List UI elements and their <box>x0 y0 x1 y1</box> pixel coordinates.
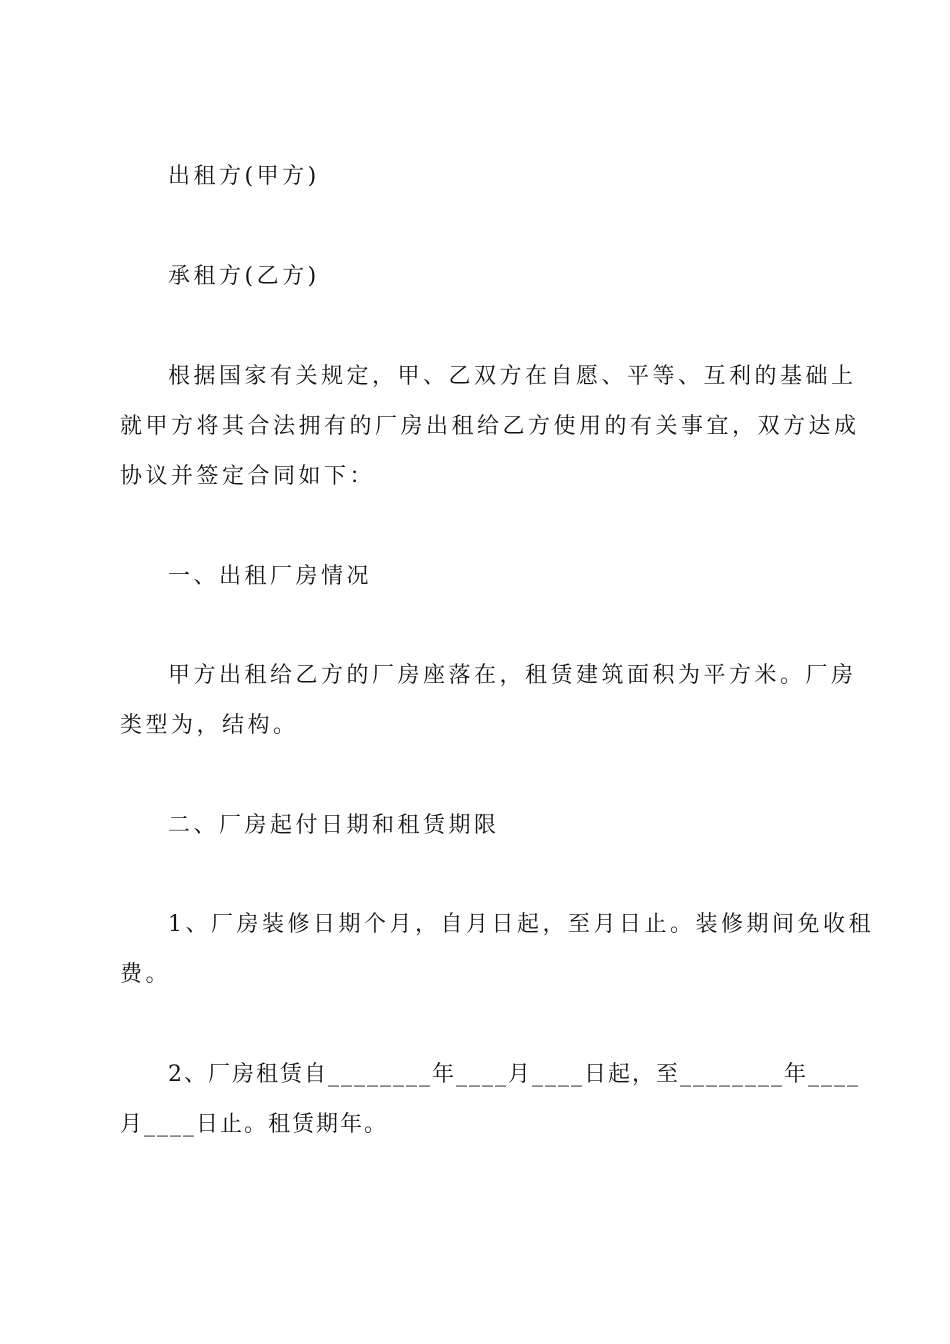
preamble-line-1: 根据国家有关规定，甲、乙双方在自愿、平等、互利的基础上 <box>168 364 857 389</box>
section1-body-line-2: 类型为，结构。 <box>120 713 299 738</box>
section1-heading: 一、出租厂房情况 <box>168 564 373 589</box>
section1-body-line-1: 甲方出租给乙方的厂房座落在，租赁建筑面积为平方米。厂房 <box>168 663 857 688</box>
section2-item1-line-1: 1、厂房装修日期个月，自月日起，至月日止。装修期间免收租 <box>168 912 874 937</box>
preamble-line-2: 就甲方将其合法拥有的厂房出租给乙方使用的有关事宜，双方达成 <box>120 414 860 439</box>
section2-heading: 二、厂房起付日期和租赁期限 <box>168 813 500 838</box>
lessee-line: 承租方(乙方) <box>168 264 320 289</box>
lessor-line: 出租方(甲方) <box>168 164 320 189</box>
preamble-line-3: 协议并签定合同如下： <box>120 464 376 489</box>
section2-item2-line-2: 月____日止。租赁期年。 <box>120 1112 389 1137</box>
section2-item2-line-1: 2、厂房租赁自________年____月____日起，至________年____ <box>168 1062 860 1087</box>
section2-item1-line-2: 费。 <box>120 962 172 987</box>
